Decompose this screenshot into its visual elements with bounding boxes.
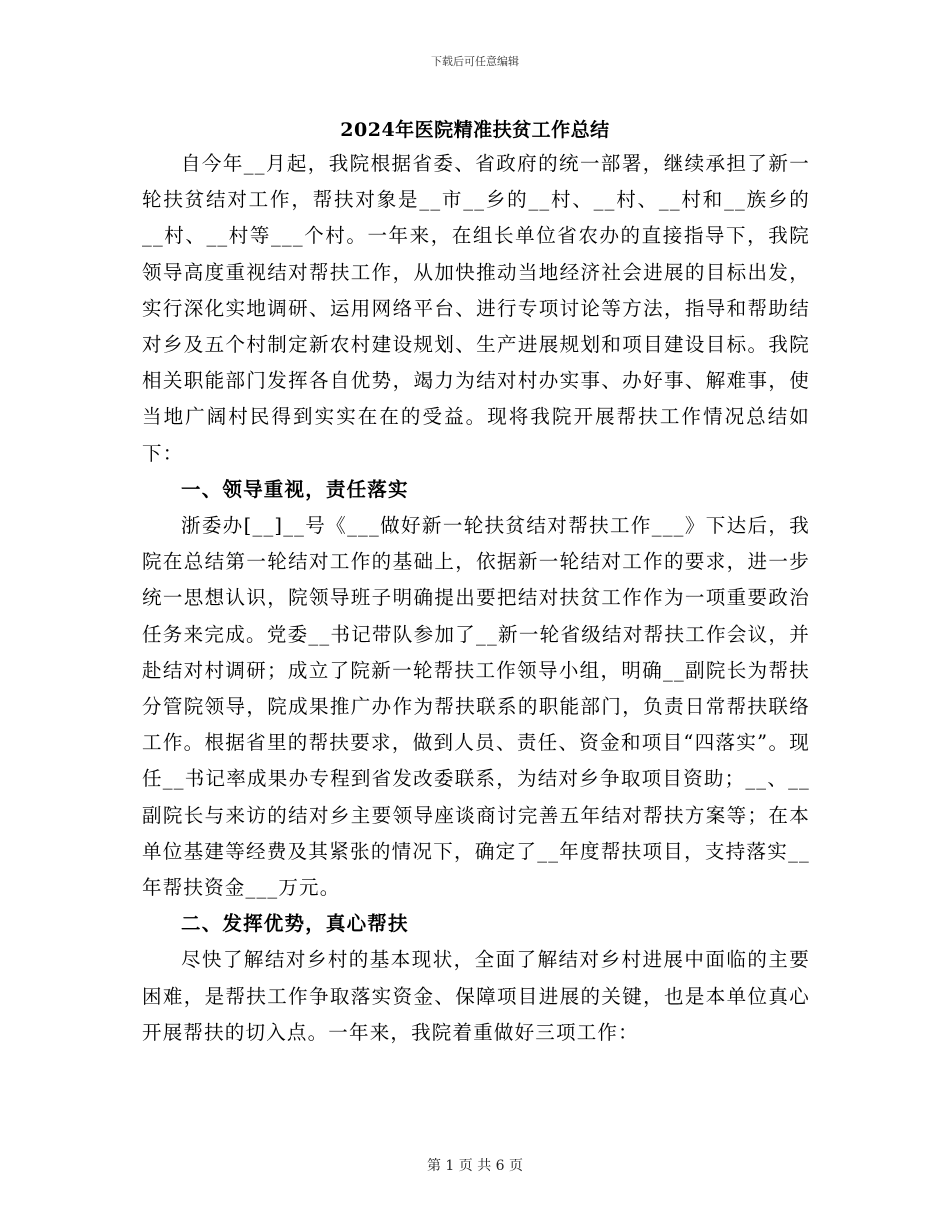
page-header: 下载后可任意编辑 [431, 55, 519, 68]
section-heading-2: 二、发挥优势，真心帮扶 [181, 912, 409, 936]
page-footer: 第 1 页 共 6 页 [426, 1158, 524, 1174]
document-body [142, 146, 810, 1051]
section-2-paragraph: 尽快了解结对乡村的基本现状，全面了解结对乡村进展中面临的主要困难，是帮扶工作争取落实资金、保障项目进展的关键，也是本单位真心开展帮扶的切入点。一年来，我院着重做好三项工作： [142, 948, 810, 1044]
section-heading-1: 一、领导重视，责任落实 [181, 477, 409, 501]
section-1-paragraph: 浙委办[__]__号《___做好新一轮扶贫结对帮扶工作___》下达后，我院在总结第一轮结对工作的基础上，依据新一轮结对工作的要求，进一步统一思想认识，院领导班子明确提出要把结对扶贫工作作为一项重要政治任务来完成。党委__书记带队参加了__新一轮省级结对帮扶工作会议，并赴结对村调研；成立了院新一轮帮扶工作领导小组，明确__副院长为帮扶分管院领导，院成果推广办作为帮扶联系的职能部门，负责日常帮扶联络工作。根据省里的帮扶要求，做到人员、责任、资金和项目“四落实”。现任__书记率成果办专程到省发改委联系，为结对乡争取项目资助；__、__副院长与来访的结对乡主要领导座谈商讨完善五年结对帮扶方案等；在本单位基建等经费及其紧张的情况下，确定了__年度帮扶项目，支持落实__年帮扶资金___万元。 [142, 514, 810, 900]
document-title: 2024年医院精准扶贫工作总结 [340, 119, 610, 141]
intro-paragraph: 自今年__月起，我院根据省委、省政府的统一部署，继续承担了新一轮扶贫结对工作，帮扶对象是__市__乡的__村、__村、__村和__族乡的__村、__村等___个村。一年来，在组长单位省农办的直接指导下，我院领导高度重视结对帮扶工作，从加快推动当地经济社会进展的目标出发，实行深化实地调研、运用网络平台、进行专项讨论等方法，指导和帮助结对乡及五个村制定新农村建设规划、生产进展规划和项目建设目标。我院相关职能部门发挥各自优势，竭力为结对村办实事、办好事、解难事，使当地广阔村民得到实实在在的受益。现将我院开展帮扶工作情况总结如下： [142, 152, 810, 465]
